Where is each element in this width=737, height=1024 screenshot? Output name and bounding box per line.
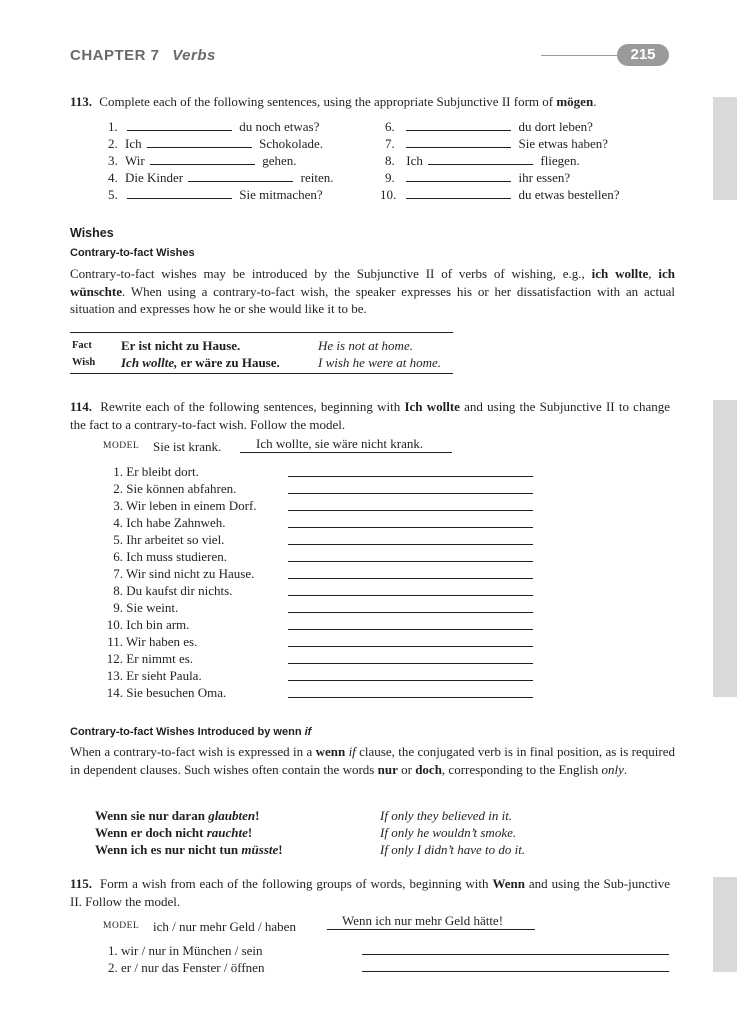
answer-blank[interactable] — [406, 170, 511, 182]
exercise-number: 113. — [70, 94, 93, 109]
exercise-number: 115. — [70, 876, 93, 891]
answer-line[interactable] — [362, 954, 669, 955]
example-english: If only I didn’t have to do it. — [380, 842, 526, 857]
answer-blank[interactable] — [188, 170, 293, 182]
answer-line[interactable] — [288, 697, 533, 698]
list-item: 1. wir / nur in München / sein — [108, 943, 263, 958]
chapter-header — [70, 47, 216, 64]
answer-line[interactable] — [288, 663, 533, 664]
example-german: Wenn ich es nur nicht tun müsste! — [95, 842, 283, 857]
model-label: MODEL — [103, 441, 140, 451]
fact-english: He is not at home. — [318, 338, 413, 353]
answer-blank[interactable] — [127, 119, 232, 131]
answer-line[interactable] — [288, 612, 533, 613]
chapter-label: CHAPTER 7 — [70, 47, 160, 64]
list-item: 3. Wir gehen. — [108, 153, 297, 168]
example-english: If only they believed in it. — [380, 808, 513, 823]
ex115-instruction: 115. Form a wish from each of the following groups of words, beginning with Wenn and using the Sub-junctive II. Follow the model. — [70, 876, 670, 909]
model-answer: Wenn ich nur mehr Geld hätte! — [342, 913, 504, 928]
subsection-title: Contrary-to-fact Wishes — [70, 247, 195, 259]
answer-line[interactable] — [288, 544, 533, 545]
answer-blank[interactable] — [147, 136, 252, 148]
answer-blank[interactable] — [127, 187, 232, 199]
list-item: 4. Die Kinder reiten. — [108, 170, 334, 185]
example-german: Wenn sie nur daran glaubten! — [95, 808, 260, 823]
answer-blank[interactable] — [428, 153, 533, 165]
exercise-number: 114. — [70, 399, 93, 414]
list-item: 1. du noch etwas? — [108, 119, 320, 134]
fact-label: Fact — [72, 340, 92, 351]
subsection-title: Contrary-to-fact Wishes Introduced by wenn if — [70, 726, 312, 738]
model-prompt: Sie ist krank. — [153, 439, 222, 454]
answer-blank[interactable] — [406, 187, 511, 199]
model-answer-line — [327, 929, 535, 930]
list-item: 7. Sie etwas haben? — [385, 136, 609, 151]
answer-blank[interactable] — [406, 136, 511, 148]
answer-line[interactable] — [288, 476, 533, 477]
side-tab — [713, 97, 737, 200]
model-prompt: ich / nur mehr Geld / haben — [153, 919, 296, 934]
list-item: 10. du etwas bestellen? — [380, 187, 620, 202]
answer-line[interactable] — [288, 680, 533, 681]
section-title: Wishes — [70, 226, 114, 240]
list-item: 2. Ich Schokolade. — [108, 136, 324, 151]
wish-label: Wish — [72, 357, 96, 368]
side-tab — [713, 877, 737, 972]
answer-line[interactable] — [288, 629, 533, 630]
table-rule — [70, 373, 453, 374]
answer-line[interactable] — [288, 527, 533, 528]
ex114-instruction: 114. Rewrite each of the following sentences, beginning with Ich wollte and using the Subjunctive II to change the fact to a contrary-to-fact wish. Follow the model. — [70, 399, 670, 432]
paragraph: Contrary-to-fact wishes may be introduced by the Subjunctive II of verbs of wishing, e.g., ich wollte, ich wünschte. When using a contrary-to-fact wish, the speaker expresses his or her dissatisfaction with an actual situation and expresses how he or she would like it to be. — [70, 266, 676, 316]
table-rule — [70, 332, 453, 333]
model-label: MODEL — [103, 921, 140, 931]
example-english: If only he wouldn’t smoke. — [380, 825, 517, 840]
answer-line[interactable] — [288, 595, 533, 596]
answer-line[interactable] — [288, 510, 533, 511]
model-answer-line — [240, 452, 452, 453]
ex113-instruction: 113. Complete each of the following sentences, using the appropriate Subjunctive II form of mögen. — [70, 94, 597, 109]
page-number: 215 — [617, 44, 669, 66]
wish-english: I wish he were at home. — [318, 355, 441, 370]
example-german: Wenn er doch nicht rauchte! — [95, 825, 253, 840]
answer-line[interactable] — [362, 971, 669, 972]
model-answer: Ich wollte, sie wäre nicht krank. — [256, 436, 424, 451]
list-item: 6. du dort leben? — [385, 119, 593, 134]
answer-line[interactable] — [288, 646, 533, 647]
answer-line[interactable] — [288, 493, 533, 494]
side-tab — [713, 400, 737, 697]
answer-blank[interactable] — [406, 119, 511, 131]
answer-line[interactable] — [288, 561, 533, 562]
paragraph: When a contrary-to-fact wish is expressed in a wenn if clause, the conjugated verb is in final position, as is required in dependent clauses. Such wishes often contain the words nur or doch, corresponding to the English only. — [70, 744, 675, 777]
list-item: 8. Ich fliegen. — [385, 153, 580, 168]
answer-blank[interactable] — [150, 153, 255, 165]
list-item: 5. Sie mitmachen? — [108, 187, 323, 202]
section-label: Verbs — [172, 47, 216, 64]
wish-german: Ich wollte, er wäre zu Hause. — [121, 355, 280, 370]
list-item: 2. er / nur das Fenster / öffnen — [108, 960, 265, 975]
answer-line[interactable] — [288, 578, 533, 579]
list-item: 9. ihr essen? — [385, 170, 571, 185]
fact-german: Er ist nicht zu Hause. — [121, 338, 241, 353]
